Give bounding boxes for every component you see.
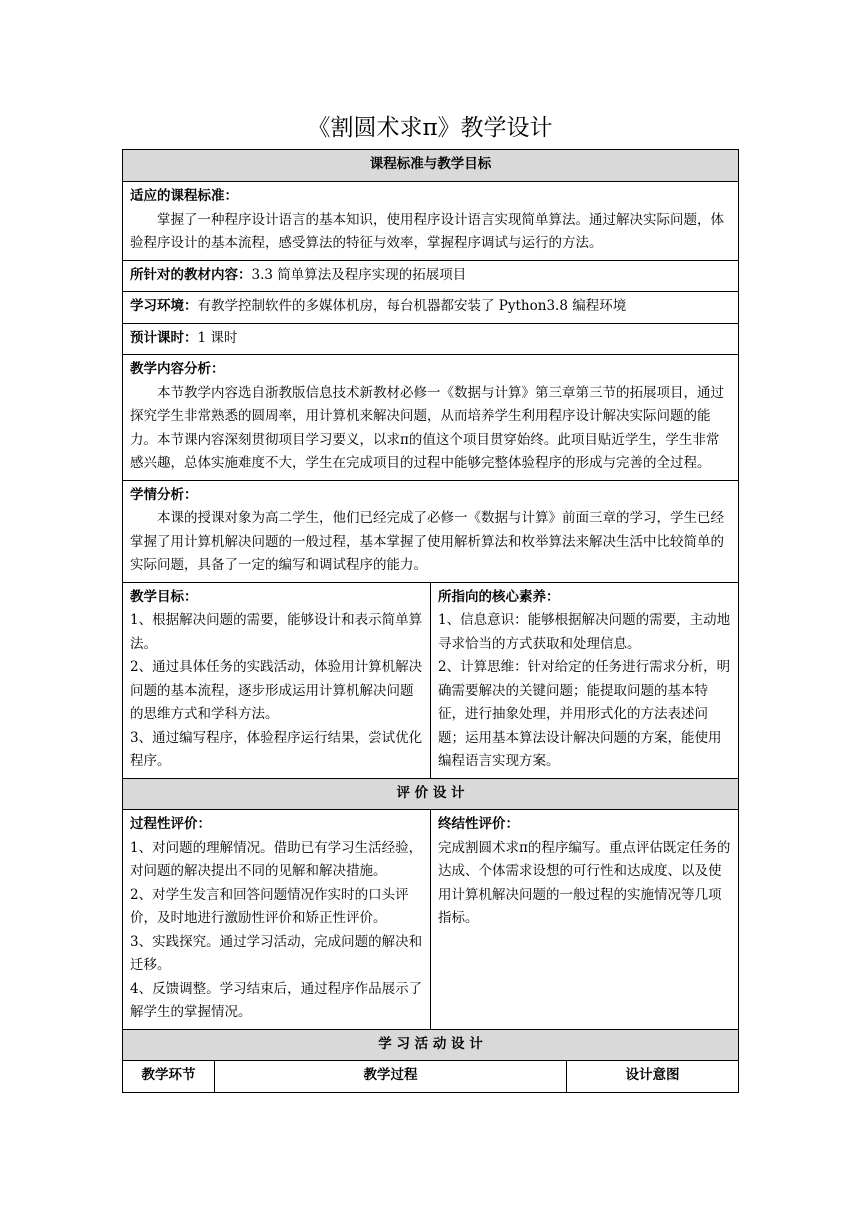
learner-analysis-cell [123,480,739,582]
material-text: 3.3 简单算法及程序实现的拓展项目 [251,266,467,283]
environment-cell [123,292,739,324]
section-header-evaluation: 评 价 设 计 [123,778,739,810]
curriculum-cell [123,182,739,261]
page-title: 《割圆术求π》教学设计 [307,115,553,141]
hours-text: 1 课时 [197,329,238,346]
activity-column-headers [123,1061,739,1093]
environment-label: 学习环境： [130,298,198,314]
literacy-item: 1、信息意识：能够根据解决问题的需要，主动地寻求恰当的方式获取和处理信息。 [438,612,731,652]
literacy-label: 所指向的核心素养： [438,588,560,605]
column-header-process: 教学过程 [215,1061,567,1093]
process-eval-item: 2、对学生发言和回答问题情况作实时的口头评价，及时地进行激励性评价和矫正性评价。 [130,886,409,926]
hours-row [123,323,739,355]
process-eval-cell [123,810,431,1030]
final-eval-text: 完成割圆术求π的程序编写。重点评估既定任务的达成、个体需求设想的可行性和达成度、以及使用计算机解决问题的一般过程的实施情况等几项指标。 [438,839,731,926]
learner-analysis-text: 本课的授课对象为高二学生，他们已经完成了必修一《数据与计算》前面三章的学习，学生已经掌握了用计算机解决问题的一般过程，基本掌握了使用解析算法和枚举算法来解决生活中比较简单的实际问题，具备了一定的编写和调试程序的能力。 [130,510,724,573]
objective-item: 3、通过编写程序，体验程序运行结果，尝试优化程序。 [130,729,423,769]
content-analysis-cell [123,355,739,481]
environment-row [123,292,739,324]
objectives-cell [123,582,431,778]
objectives-row [123,582,739,778]
process-eval-item: 4、反馈调整。学习结束后，通过程序作品展示了解学生的掌握情况。 [130,980,423,1020]
environment-text: 有教学控制软件的多媒体机房，每台机器都安装了 Python3.8 编程环境 [197,298,627,314]
section-header-row [123,150,739,182]
curriculum-row [123,182,739,261]
evaluation-row [123,810,739,1030]
objective-item: 1、根据解决问题的需要，能够设计和表示简单算法。 [130,612,423,652]
content-analysis-row [123,355,739,481]
learner-analysis-label: 学情分析： [130,486,198,503]
content-analysis-label: 教学内容分析： [130,361,225,377]
material-cell [123,260,739,292]
curriculum-text: 掌握了一种程序设计语言的基本知识，使用程序设计语言实现简单算法。通过解决实际问题，体验程序设计的基本流程，感受算法的特征与效率，掌握程序调试与运行的方法。 [130,211,724,251]
section-header-activities: 学 习 活 动 设 计 [123,1029,739,1061]
hours-cell [123,323,739,355]
process-eval-item: 1、对问题的理解情况。借助已有学习生活经验，对问题的解决提出不同的见解和解决措施。 [130,839,423,879]
curriculum-label: 适应的课程标准： [130,188,238,204]
section-header-row [123,778,739,810]
lesson-plan-table [122,149,739,1093]
hours-label: 预计课时： [130,329,198,346]
material-label: 所针对的教材内容： [130,266,252,283]
final-eval-cell [431,810,739,1030]
column-header-intent: 设计意图 [567,1061,739,1093]
learner-analysis-row [123,480,739,582]
objective-item: 2、通过具体任务的实践活动，体验用计算机解决问题的基本流程，逐步形成运用计算机解决问题的思维方式和学科方法。 [130,659,423,722]
column-header-stage: 教学环节 [123,1061,215,1093]
objectives-label: 教学目标： [130,588,198,605]
literacy-item: 2、计算思维：针对给定的任务进行需求分析，明确需要解决的关键问题；能提取问题的基本特征，进行抽象处理，并用形式化的方法表述问题；运用基本算法设计解决问题的方案，能使用编程语言实现方案。 [438,659,731,769]
section-header-row [123,1029,739,1061]
literacy-cell [431,582,739,778]
process-eval-item: 3、实践探究。通过学习活动，完成问题的解决和迁移。 [130,933,423,973]
final-eval-label: 终结性评价： [438,816,519,832]
section-header-curriculum: 课程标准与教学目标 [123,150,739,182]
content-analysis-text: 本节教学内容选自浙教版信息技术新教材必修一《数据与计算》第三章第三节的拓展项目，通过探究学生非常熟悉的圆周率，用计算机来解决问题，从而培养学生利用程序设计解决实际问题的能力。本节课内容深刻贯彻项目学习要义，以求π的值这个项目贯穿始终。此项目贴近学生，学生非常感兴趣，总体实施难度不大，学生在完成项目的过程中能够完整体验程序的形成与完善的全过程。 [130,384,724,471]
process-eval-label: 过程性评价： [130,816,211,832]
material-row [123,260,739,292]
